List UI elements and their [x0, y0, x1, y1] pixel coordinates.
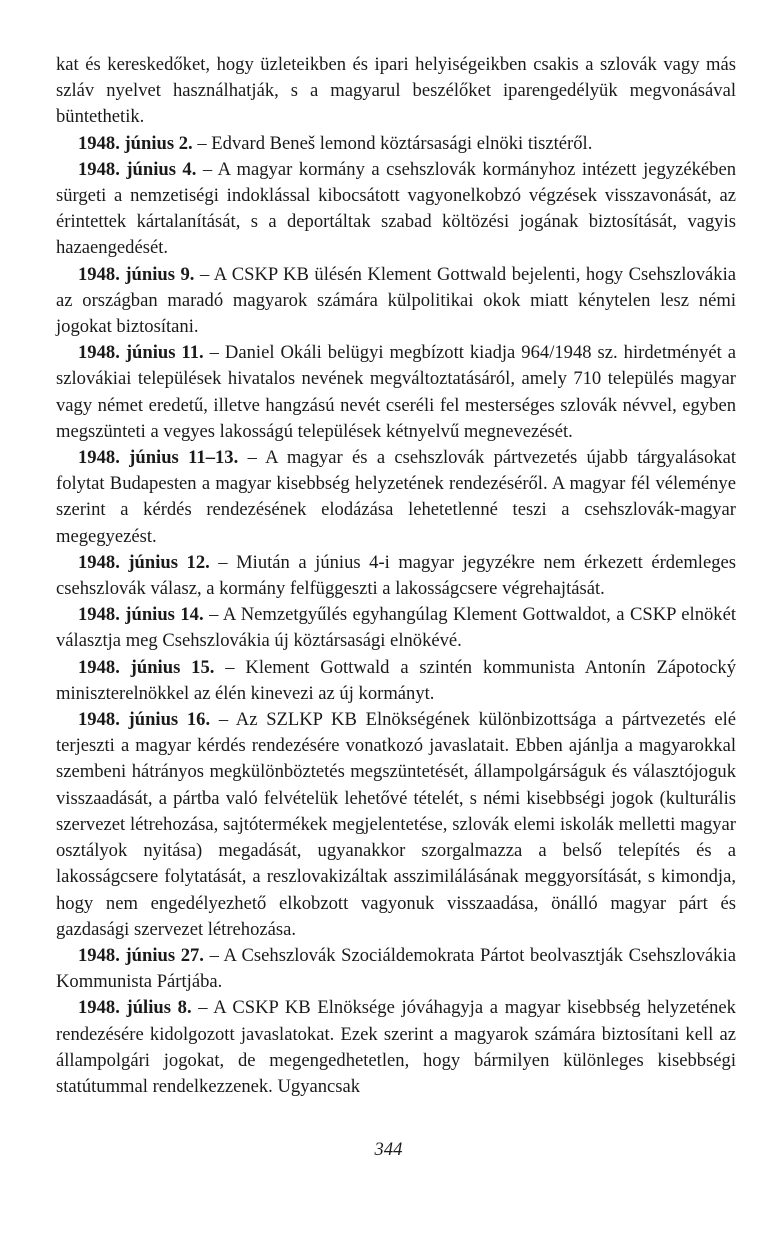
- entry-continuation: [56, 52, 736, 131]
- entry-date: 1948. június 4.: [78, 158, 197, 180]
- entry: [56, 707, 736, 943]
- page-number: 344: [374, 1139, 403, 1160]
- entry: [56, 655, 736, 707]
- entry: [56, 602, 736, 654]
- entry-text: – Miután a június 4-i magyar jegyzékre nem érkezett érdemleges csehszlovák válasz, a kormány felfüggeszti a lakosságcsere végrehajtását.: [56, 551, 736, 600]
- entry-text: – A magyar és a csehszlovák pártvezetés újabb tárgyalásokat folytat Budapesten a magyar kisebbség helyzetének rendezéséről. A magyar fél véleménye szerint a kérdés rendezésének elodázása lehetetlenné teszi a csehszlovák-magyar megegyezést.: [56, 447, 736, 547]
- entry-date: 1948. június 11.: [78, 342, 204, 364]
- entry-text: – Edvard Beneš lemond köztársasági elnöki tisztéről.: [192, 132, 593, 154]
- entry: [56, 262, 736, 341]
- entry-text: – A Csehszlovák Szociáldemokrata Pártot beolvasztják Csehszlovákia Kommunista Pártjába.: [56, 944, 736, 993]
- entry-date: 1948. július 8.: [78, 997, 192, 1019]
- entry-text: – A magyar kormány a csehszlovák kormányhoz intézett jegyzékében sürgeti a nemzetiségi indoklással kibocsátott vagyonelkobzó végzések visszavonását, az érintettek kártalanítását, s a deportáltak szabad költözési jogának biztosítását, vagyis hazaengedését.: [56, 158, 736, 259]
- entry-date: 1948. június 9.: [78, 263, 195, 285]
- entry-text: – Daniel Okáli belügyi megbízott kiadja 964/1948 sz. hirdetményét a szlovákiai települések hivatalos nevének megváltoztatásáról, amely 710 település magyar vagy német eredetű, illetve hangzású nevét cseréli fel mesterséges szlovák névvel, egyben megszünteti a vegyes lakosságú települések kétnyelvű megnevezését.: [56, 342, 737, 442]
- entry: [56, 157, 736, 262]
- entry-text: kat és kereskedőket, hogy üzleteikben és ipari helyiségeikben csakis a szlovák vagy más szláv nyelvet használhatják, s a magyarul beszélőket iparengedélyük megvonásával büntethetik.: [56, 54, 736, 128]
- entry-date: 1948. június 14.: [78, 604, 204, 626]
- entry-text: – A Nemzetgyűlés egyhangúlag Klement Gottwaldot, a CSKP elnökét választja meg Csehszlovákia új köztársasági elnökévé.: [56, 604, 737, 652]
- entry-text: – Az SZLKP KB Elnökségének különbizottsága a pártvezetés elé terjeszti a magyar kérdés rendezésére vonatkozó javaslatait. Ebben ajánlja a magyarokkal szembeni hátrányos megkülönböztetés megszüntetését, állampolgárságuk és választójoguk visszaadását, a pártba való felvételük lehetővé tételét, s némi kisebbségi jogok (kulturális szervezet létrehozása, sajtótermékek megjelentetése, szlovák elemi iskolák melletti magyar osztályok nyitása) megadását, ugyanakkor szorgalmazza a belső telepítés és a lakosságcsere folytatását, a reszlovakizáltak asszimilálásának meggyorsítását, s kimondja, hogy nem engedélyezhető elkobzott vagyonuk visszaadása, önálló magyar párt és gazdasági szervezet létrehozása.: [56, 709, 736, 940]
- entry: [56, 445, 736, 550]
- entry: [56, 340, 736, 445]
- entry: [56, 131, 736, 157]
- entry-date: 1948. június 27.: [78, 944, 204, 966]
- entry-date: 1948. június 15.: [78, 656, 215, 678]
- entry-text: – Klement Gottwald a szintén kommunista Antonín Zápotocký miniszterelnökkel az élén kinevezi az új kormányt.: [56, 656, 737, 704]
- entry-date: 1948. június 16.: [78, 709, 211, 731]
- entry-date: 1948. június 2.: [78, 132, 193, 154]
- entry-text: – A CSKP KB ülésén Klement Gottwald bejelenti, hogy Csehszlovákia az országban maradó magyarok számára külpolitikai okok miatt kénytelen lesz némi jogokat biztosítani.: [56, 263, 736, 338]
- entry-date: 1948. június 12.: [78, 551, 210, 573]
- page-body: [56, 52, 736, 1100]
- entry-date: 1948. június 11–13.: [78, 447, 239, 469]
- entry: [56, 550, 736, 602]
- entry: [56, 995, 736, 1100]
- entry-text: – A CSKP KB Elnöksége jóváhagyja a magyar kisebbség helyzetének rendezésére kidolgozott javaslatokat. Ezek szerint a magyarok számára biztosítani kell az állampolgári jogokat, de megengedhetetlen, hogy bármilyen különleges kisebbségi statútummal rendelkezzenek. Ugyancsak: [56, 997, 736, 1097]
- entry: [56, 943, 736, 995]
